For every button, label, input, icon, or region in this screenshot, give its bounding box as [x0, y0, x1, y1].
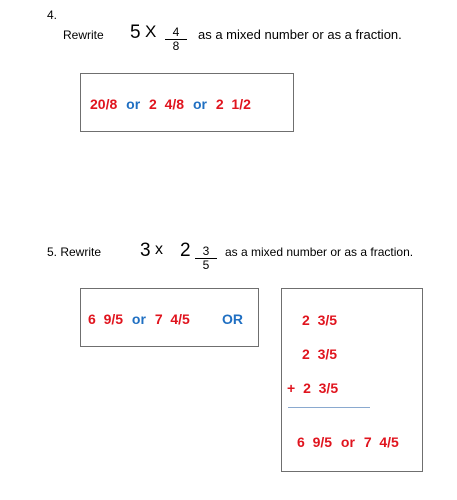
answer-mixed-number: 2 4/8 [149, 96, 185, 112]
question-4-instruction: as a mixed number or as a fraction. [198, 27, 402, 42]
answer-or-2: or [192, 96, 207, 112]
answer-left-simplified: 7 4/5 [154, 311, 190, 327]
question-5-whole: 3 [140, 240, 151, 261]
sum-simplified: 7 4/5 [363, 434, 399, 450]
question-4-fraction [165, 25, 187, 53]
addend-3: 2 3/5 [303, 380, 339, 396]
sum-mixed: 6 9/5 [297, 434, 333, 450]
answer-simplified: 2 1/2 [215, 96, 251, 112]
plus-sign: + [287, 380, 296, 396]
question-5-fraction [195, 244, 217, 272]
sum-or: or [340, 434, 355, 450]
answer-improper-fraction: 20/8 [90, 96, 118, 112]
question-4-times: X [145, 22, 157, 41]
addend-1: 2 3/5 [302, 312, 338, 328]
answer-or-1: or [126, 96, 141, 112]
question-4-denominator: 8 [172, 39, 180, 53]
question-5-numerator: 3 [202, 244, 210, 258]
answer-left-or-connector: OR [222, 311, 243, 327]
question-5-mixed-whole: 2 [180, 240, 191, 261]
question-4-number: 4. [47, 8, 58, 22]
question-5-label: 5. Rewrite [47, 245, 102, 259]
sum-line [288, 407, 370, 408]
addend-3-row [287, 380, 338, 396]
question-5-times: x [155, 241, 163, 258]
question-5-instruction: as a mixed number or as a fraction. [225, 245, 414, 259]
answer-left-mixed: 6 9/5 [88, 311, 124, 327]
question-5-denominator: 5 [202, 258, 210, 272]
question-4-answer [90, 96, 251, 112]
answer-left-or: or [131, 311, 146, 327]
sum-result [297, 434, 399, 450]
question-4-whole: 5 [130, 22, 141, 43]
addend-2: 2 3/5 [302, 346, 338, 362]
question-5-answer-left [88, 311, 190, 327]
question-4-rewrite-label: Rewrite [63, 28, 104, 42]
question-4-numerator: 4 [172, 25, 180, 39]
